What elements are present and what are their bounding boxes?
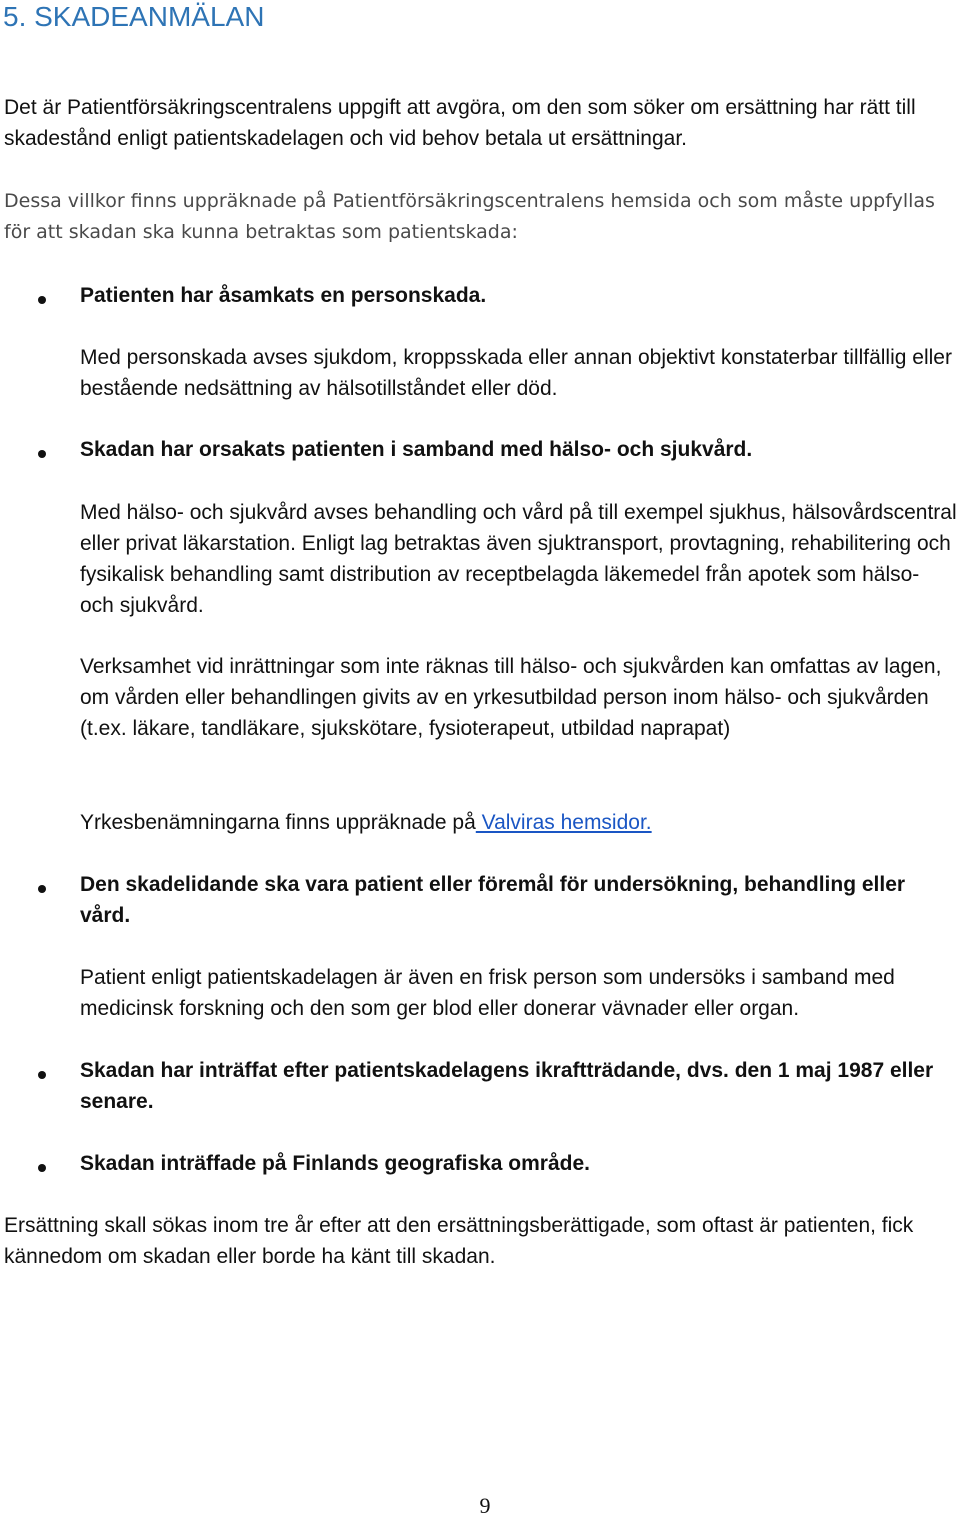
bullet-icon: [38, 1071, 46, 1079]
bullet-body-professions: [80, 807, 958, 838]
bullet-title-healthcare: Skadan har orsakats patienten i samband med hälso- och sjukvård.: [80, 438, 753, 461]
intro-paragraph-2: Dessa villkor finns uppräknade på Patientförsäkringscentralens hemsida och som måste uppfyllas för att skadan ska kunna betraktas som patientskada:: [4, 190, 935, 243]
bullet-title-personal-injury: Patienten har åsamkats en personskada.: [80, 284, 487, 307]
bullet-title-patient: Den skadelidande ska vara patient eller föremål för undersökning, behandling eller vård.: [80, 873, 906, 927]
bullet-body-personal-injury: Med personskada avses sjukdom, kroppsskada eller annan objektivt konstaterbar tillfällig eller bestående nedsättning av hälsotillståndet eller död.: [80, 346, 952, 400]
bullet-body-healthcare-institutions: Verksamhet vid inrättningar som inte räknas till hälso- och sjukvården kan omfattas av lagen, om vården eller behandlingen givits av en yrkesutbildad person inom hälso- och sjukvården (t.ex. läkare, tandläkare, sjukskötare, fysioterapeut, utbildad naprapat): [80, 655, 942, 740]
bullet-icon: [38, 885, 46, 893]
intro-paragraph-1: Det är Patientförsäkringscentralens uppgift att avgöra, om den som söker om ersättning har rätt till skadestånd enligt patientskadelagen och vid behov betala ut ersättningar.: [4, 96, 916, 150]
page-number: 9: [479, 1493, 491, 1518]
bullet-body-healthcare: Med hälso- och sjukvård avses behandling och vård på till exempel sjukhus, hälsovårdscentral eller privat läkarstation. Enligt lag betraktas även sjuktransport, provtagning, rehabilitering och fysikalisk behandling samt distribution av receptbelagda läkemedel från apotek som hälso- och sjukvård.: [80, 501, 957, 617]
section-heading: 5. SKADEANMÄLAN: [3, 1, 265, 32]
bullet-title-territory: Skadan inträffade på Finlands geografiska område.: [80, 1152, 590, 1175]
bullet-icon: [38, 450, 46, 458]
bullet-icon: [38, 1164, 46, 1172]
valvira-link[interactable]: Valviras hemsidor.: [475, 811, 652, 834]
bullet-icon: [38, 296, 46, 304]
bullet-title-date: Skadan har inträffat efter patientskadelagens ikraftträdande, dvs. den 1 maj 1987 eller senare.: [80, 1059, 934, 1113]
professions-text: Yrkesbenämningarna finns uppräknade på: [80, 811, 476, 834]
closing-paragraph: Ersättning skall sökas inom tre år efter att den ersättningsberättigade, som oftast är patienten, fick kännedom om skadan eller borde ha känt till skadan.: [4, 1214, 914, 1268]
bullet-body-patient: Patient enligt patientskadelagen är även en frisk person som undersöks i samband med medicinsk forskning och den som ger blod eller donerar vävnader eller organ.: [80, 966, 895, 1020]
